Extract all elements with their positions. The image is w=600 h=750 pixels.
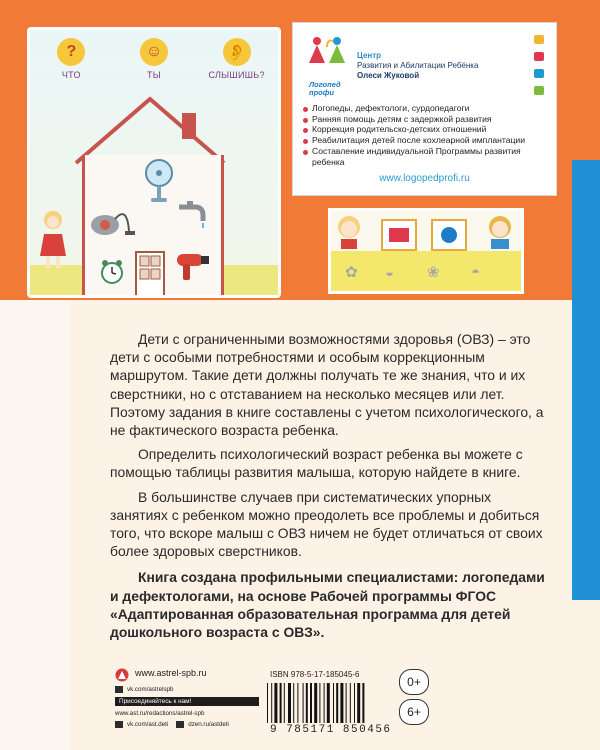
redactions-link[interactable] [115,710,204,717]
top-toy-icon: ◒ [385,264,395,281]
children-task-illustration [328,208,524,294]
ear-icon: 👂 [223,38,251,66]
authors-statement: Книга создана профильными специалистами: логопедами и дефектологами, на основе Рабочей программы ФГОС «Адаптированная образовательная программа для детей дошкольного возраста с ОВЗ». [110,569,545,641]
vk-deti-link[interactable] [115,721,229,728]
barcode-bar [357,683,360,723]
redactions-text: www.ast.ru/redactions/astrel-spb [115,710,205,717]
speech-center-info-card [292,22,557,196]
age-rating-badge: 0+ [399,669,429,695]
bear-toy-icon: ❀ [427,264,440,281]
heart-icons [534,35,546,103]
description-paragraph-2: Определить психологический возраст ребенка вы можете с помощью таблицы развития малыша, которую найдете в книге. [110,446,523,481]
faucet-icon [175,199,209,229]
barcode-bar [303,683,304,723]
center-title-line-3: Олеси Жуковой [357,71,420,80]
word-what: ЧТО [61,70,81,80]
center-website-link[interactable]: www.logopedprofi.ru [379,173,470,184]
publisher-website-link[interactable]: www.astrel-spb.ru [135,668,207,678]
barcode-bar [288,683,291,723]
barcode-bar [267,683,268,723]
blue-heart-icon [534,69,544,78]
vacuum-cleaner-icon [89,201,137,239]
boy-face-illustration [487,215,513,249]
isbn-label: ISBN 978-5-17-185045-6 [270,670,360,679]
left-margin [0,300,70,750]
smiley-face-icon: ☺ [140,38,168,66]
service-item: Логопеды, дефектологи, сурдопедагоги [303,103,548,114]
red-heart-icon [534,52,544,61]
barcode-number: 9 785171 850456 [270,724,392,736]
green-heart-icon [534,86,544,95]
center-title-line-1: Центр [357,51,382,60]
hair-dryer-icon [173,250,213,282]
barcode-bar [293,683,294,723]
yellow-heart-icon [534,35,544,44]
emoji-question-row [30,38,278,80]
service-item: Составление индивидуальной Программы развития ребенка [303,146,548,167]
back-cover-description [110,330,545,647]
emoji-hear [202,38,272,80]
barcode-bar [336,683,338,723]
vk-deti-text: vk.com/ast.deti [127,721,169,728]
vk-deti-icon [115,721,123,728]
logopedprofi-logo [303,33,353,85]
logo-wordmark [309,81,341,97]
vk-astrel-link[interactable] [115,686,173,693]
barcode-bar [297,683,298,723]
barcode-bar [274,683,277,723]
fan-icon [143,158,175,204]
bunny-toy-icon: ✿ [345,264,358,281]
red-square-card [381,219,417,251]
blue-circle-card [431,219,467,251]
barcode-icon [265,683,405,723]
description-paragraph-3: В большинстве случаев при систематических упорных занятиях с ребенком можно преодолеть все проблемы и добиться того, что вскоре малыш с ОВЗ ничем не будет отличаться от своих более здоровых сверстников. [110,488,543,560]
barcode-bar [319,683,320,723]
barcode-bar [314,683,317,723]
barcode-bar [284,683,285,723]
logo-line-2: профи [309,87,334,97]
dzen-icon [176,721,184,728]
barcode-bar [333,683,334,723]
logo-line-1: Логопед [309,80,341,89]
emoji-what [36,38,106,80]
astrel-logo-icon [115,668,129,682]
illustration-what-do-you-hear [27,27,281,298]
center-title-line-2: Развития и Абилитации Ребёнка [357,61,479,70]
service-item: Коррекция родительско-детских отношений [303,124,548,135]
vk-astrel-text: vk.com/astrelspb [127,686,174,693]
barcode-bar [362,683,364,723]
barcode-bar [354,683,355,723]
barcode-bar [340,683,343,723]
barcode-bar [280,683,282,723]
girl-illustration [38,210,68,272]
task-illustration-ground [331,251,521,291]
description-paragraph-1: Дети с ограниченными возможностями здоровья (ОВЗ) – это дети с особыми потребностями и особым коррекционным маршрутом. Такие дети должны получать те же знания, что и их сверстники, но с отставанием на несколько месяцев или лет. Поэтому задания в книге составлены с учетом психологического, а не фактического возраста ребенка. [110,331,544,439]
service-item: Ранняя помощь детям с задержкой развития [303,114,548,125]
word-hear: СЛЫШИШЬ? [208,70,265,80]
house-body [82,155,224,298]
center-title [357,51,478,81]
service-item: Реабилитация детей после кохлеарной имплантации [303,135,548,146]
join-us-banner: Присоединяйтесь к нам! [115,697,259,706]
emoji-you [119,38,189,80]
barcode-bar [327,683,330,723]
girl-face-illustration [337,215,361,249]
door-icon [135,251,165,297]
barcode-bar [346,683,347,723]
blue-side-stripe [572,160,600,600]
word-you: ТЫ [146,70,162,80]
barcode-bar [310,683,312,723]
dzen-text: dzen.ru/astdeti [188,721,229,728]
question-face-icon: ? [57,38,85,66]
barcode-bar [350,683,351,723]
barcode-bar [324,683,325,723]
vk-icon [115,686,123,693]
house-illustration [70,95,230,295]
spinning-top-icon: ◓ [471,264,481,281]
barcode-bar [271,683,272,723]
alarm-clock-icon [99,259,125,285]
barcode-bar [306,683,308,723]
age-recommendation-badge: 6+ [399,699,429,725]
publisher-footer [115,667,575,737]
services-list [303,103,548,167]
